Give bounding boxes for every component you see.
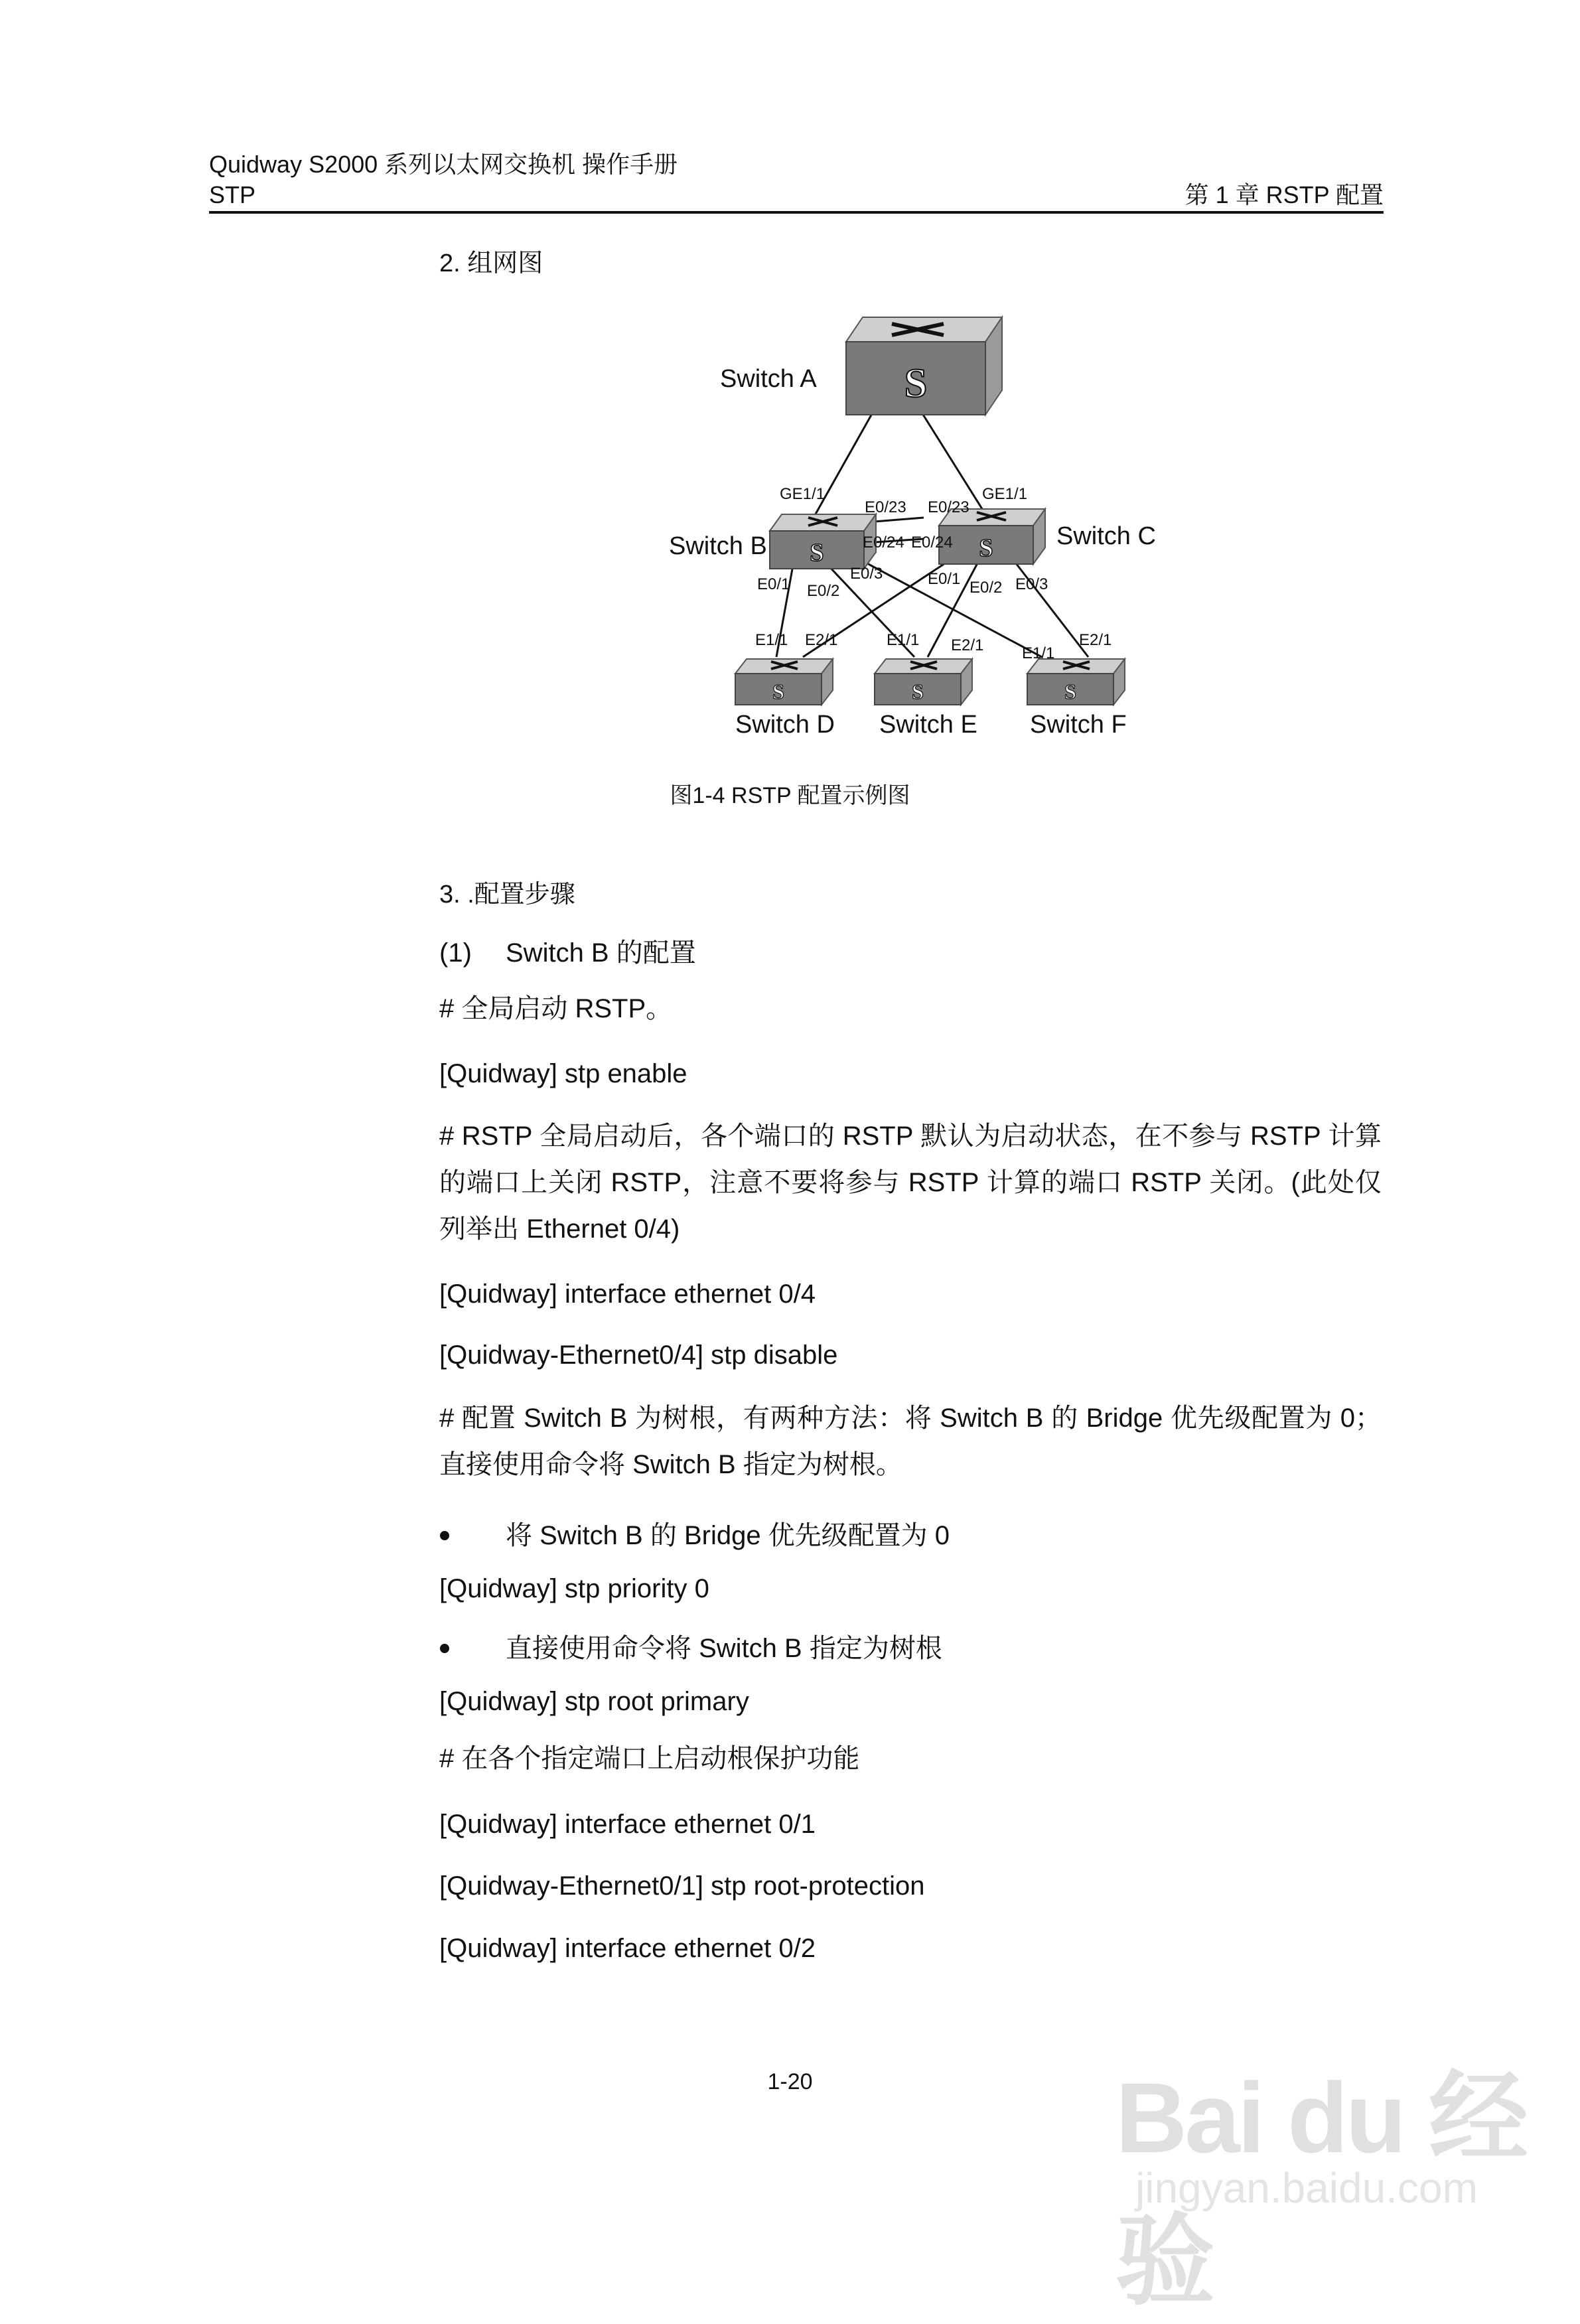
command-line: [Quidway-Ethernet0/1] stp root-protection [439,1871,925,1901]
section-heading-network: 2. 组网图 [439,250,543,277]
step-number: (1) [439,938,472,968]
svg-text:S: S [912,680,924,703]
svg-text:S: S [810,539,824,567]
switch-a-icon [846,317,1002,415]
command-line: [Quidway] interface ethernet 0/2 [439,1934,816,1963]
port-label: E1/1 [755,631,788,649]
watermark-url: jingyan.baidu.com [1135,2164,1478,2212]
port-label: E0/2 [807,582,840,600]
port-label: E0/24 [863,534,904,551]
svg-text:S: S [772,680,784,703]
port-label: E0/23 [928,498,970,516]
section-heading-steps: 3. .配置步骤 [439,881,575,908]
switch-e-icon [875,659,972,705]
port-label: E0/24 [911,534,953,551]
header-product: Quidway S2000 系列以太网交换机 操作手册 [209,151,678,178]
switch-d-label: Switch D [735,711,835,739]
port-label: GE1/1 [982,485,1028,503]
command-line: [Quidway] stp root primary [439,1687,749,1716]
port-label: E0/3 [1015,575,1048,593]
header-chapter: 第 1 章 RSTP 配置 [1185,181,1384,208]
command-line: [Quidway-Ethernet0/4] stp disable [439,1341,838,1370]
command-line: [Quidway] interface ethernet 0/1 [439,1810,816,1839]
comment-disable-ports: # RSTP 全局启动后，各个端口的 RSTP 默认为启动状态，在不参与 RSTP 计算的端口上关闭 RSTP，注意不要将参与 RSTP 计算的端口 RSTP 关闭。(此处仅列举出 Ethernet 0/4) [439,1122,1382,1244]
switch-d-icon [735,659,833,705]
port-label: E1/1 [887,631,920,649]
command-line: [Quidway] interface ethernet 0/4 [439,1279,816,1309]
port-label: E1/1 [1022,644,1055,662]
link-a-c [921,411,983,511]
comment-root-config: # 配置 Switch B 为树根，有两种方法：将 Switch B 的 Bridge 优先级配置为 0；直接使用命令将 Switch B 指定为树根。 [439,1404,1382,1479]
switch-b-icon [770,514,876,569]
comment-root-protection: # 在各个指定端口上启动根保护功能 [439,1744,860,1773]
bullet-dot [440,1644,449,1653]
switch-a-label: Switch A [720,365,817,393]
port-label: E0/1 [928,570,961,588]
port-label: E2/1 [951,636,984,654]
bullet-dot [440,1531,449,1540]
link-a-b [811,411,873,522]
command-line: [Quidway] stp enable [439,1059,687,1088]
port-label: E0/23 [865,498,906,516]
svg-text:S: S [1064,680,1076,703]
port-label: E0/3 [850,565,883,583]
page-number: 1-20 [767,2069,813,2094]
watermark-brand: Bai du 经验 [1115,2062,1526,2317]
switch-c-label: Switch C [1056,522,1156,550]
switch-f-label: Switch F [1030,711,1127,739]
bullet-text: 直接使用命令将 Switch B 指定为树根 [506,1634,942,1663]
command-line: [Quidway] stp priority 0 [439,1574,709,1603]
figure-caption: 图1-4 RSTP 配置示例图 [670,783,910,808]
port-label: E2/1 [805,631,838,649]
switch-b-label: Switch B [669,532,767,560]
bullet-text: 将 Switch B 的 Bridge 优先级配置为 0 [506,1521,950,1550]
switch-e-label: Switch E [879,711,977,739]
port-label: GE1/1 [780,485,826,503]
svg-text:S: S [904,361,928,406]
switch-c-icon [939,509,1045,564]
step-title: Switch B 的配置 [506,938,696,968]
svg-text:S: S [979,534,993,562]
comment-enable-rstp: # 全局启动 RSTP。 [439,994,673,1023]
port-label: E2/1 [1079,631,1112,649]
network-diagram [0,0,1580,770]
port-label: E0/2 [970,579,1003,597]
port-label: E0/1 [757,575,790,593]
switch-f-icon [1027,659,1125,705]
baidu-watermark [1115,1997,1540,2317]
header-module: STP [209,181,256,208]
